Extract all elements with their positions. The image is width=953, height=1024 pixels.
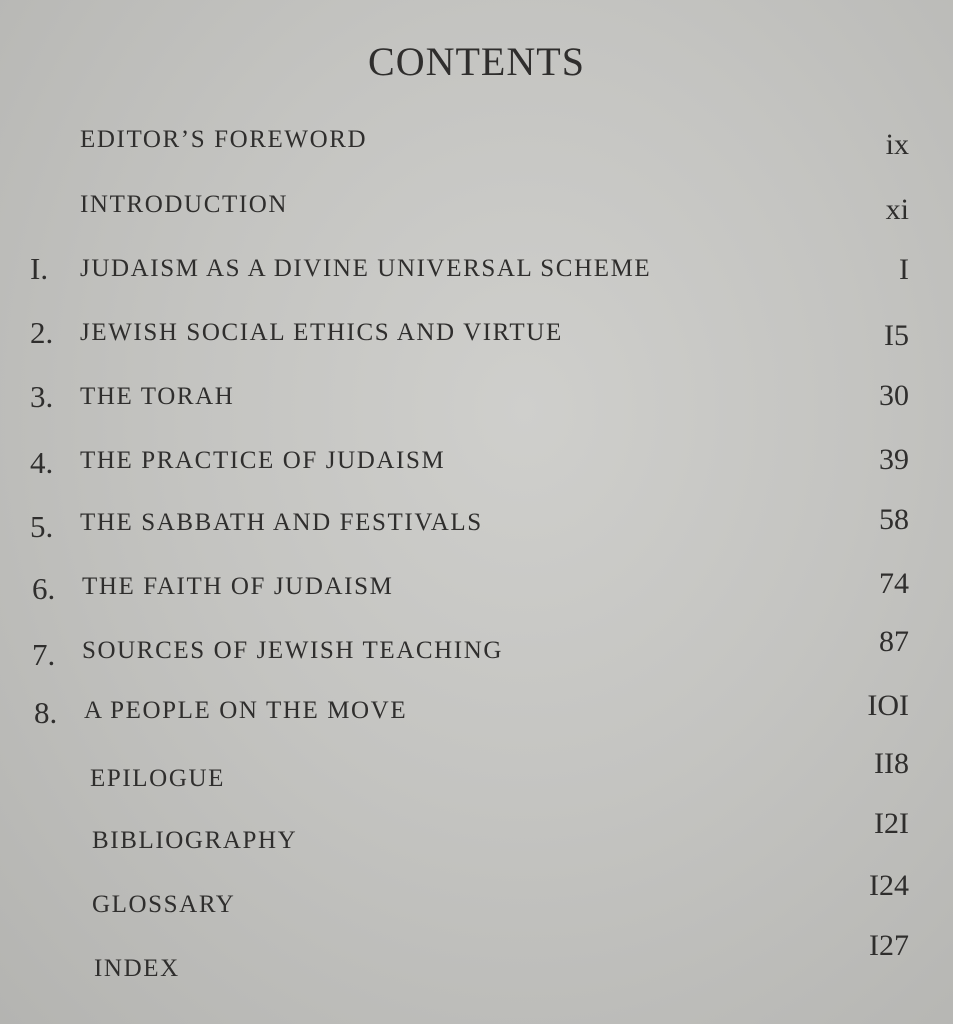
toc-entry-number: 4. [30,445,54,480]
toc-entry-label: A PEOPLE ON THE MOVE [84,697,408,724]
toc-entry-number: 7. [32,637,56,672]
toc-entry [0,747,953,803]
toc-entry [0,569,953,609]
toc-entry-label: THE TORAH [80,383,235,410]
toc-entry-number: 2. [30,315,54,350]
toc-entry-number: I. [30,251,49,286]
toc-entry [0,505,953,545]
toc-entry-page: I5 [884,319,909,352]
toc-entry [0,625,953,673]
toc-entry-label: EDITOR’S FOREWORD [80,126,368,153]
toc-entry [0,187,953,227]
toc-entry-page: 87 [879,625,909,658]
page-title: CONTENTS [368,39,585,84]
toc-entry-page: 58 [879,503,909,536]
toc-entry-label: THE PRACTICE OF JUDAISM [80,447,446,474]
toc-entry [0,929,953,995]
toc-entry [0,807,953,865]
toc-entry-number: 3. [30,379,54,414]
toc-entry-number: 8. [34,695,58,730]
toc-entry-page: 39 [879,443,909,476]
toc-entry [0,379,953,419]
toc-entry-number: 5. [30,509,54,544]
toc-entry-number: 6. [32,571,56,606]
toc-entry-page: I2I [874,807,909,840]
toc-entry-label: BIBLIOGRAPHY [92,827,298,854]
toc-entry [0,122,953,162]
toc-entry [0,869,953,931]
toc-entry [0,315,953,355]
toc-entry-label: GLOSSARY [92,891,236,918]
toc-entry-label: JEWISH SOCIAL ETHICS AND VIRTUE [80,319,563,346]
toc-entry-page: 74 [879,567,909,600]
toc-entry-page: I [899,253,909,286]
toc-entry-label: INTRODUCTION [80,191,289,218]
toc-entry-page: IOI [867,689,909,722]
toc-entry-page: 30 [879,379,909,412]
toc-entry-page: II8 [874,747,909,780]
toc-entry-label: THE FAITH OF JUDAISM [82,573,394,600]
toc-entry-page: I27 [869,929,909,962]
toc-entry [0,443,953,483]
toc-entry [0,689,953,735]
toc-entry-page: I24 [869,869,909,902]
toc-entry-label: INDEX [94,955,180,982]
toc-entry-page: ix [885,128,909,161]
toc-entry-label: THE SABBATH AND FESTIVALS [80,509,483,536]
toc-entry-label: SOURCES OF JEWISH TEACHING [82,637,504,664]
toc-entry-label: EPILOGUE [90,765,226,792]
toc-entry-label: JUDAISM AS A DIVINE UNIVERSAL SCHEME [80,255,652,282]
toc-entry [0,251,953,291]
toc-entry-page: xi [885,193,909,226]
